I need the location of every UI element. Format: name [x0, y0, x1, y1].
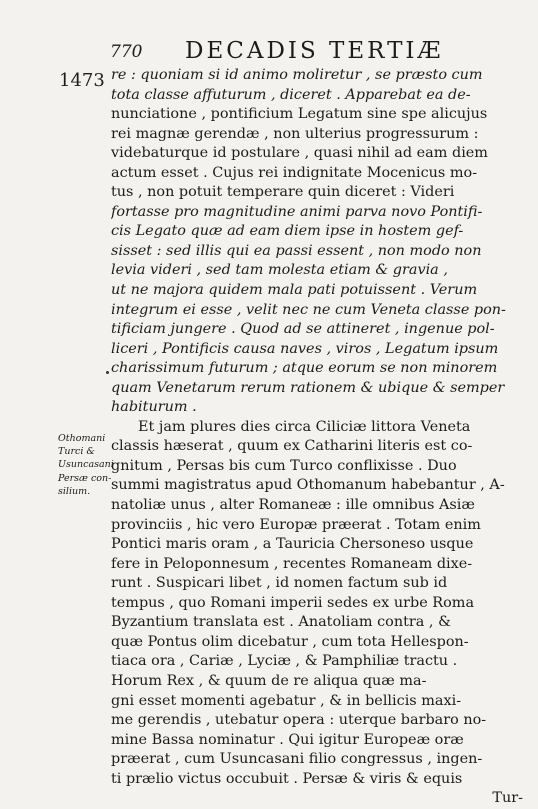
text-line: cis Legato quæ ad eam diem ipse in hostem gef-	[111, 223, 464, 240]
text-line: provinciis , hic vero Europæ præerat . Totam enim	[111, 516, 481, 533]
text-line: natoliæ unus , alter Romaneæ : ille omnibus Asiæ	[111, 497, 475, 514]
text-line: tempus , quo Romani imperii sedes ex urbe Roma	[111, 594, 475, 611]
text-line: quam Venetarum rerum rationem & ubique & semper	[111, 379, 505, 396]
text-line: tus , non potuit temperare quin diceret : Videri	[111, 184, 455, 201]
text-line: præerat , cum Usuncasani filio congressus , ingen-	[111, 751, 483, 768]
text-line: ut ne majora quidem mala pati potuissent . Verum	[111, 282, 478, 299]
text-line: quæ Pontus olim dicebatur , cum tota Hellespon-	[111, 633, 469, 650]
text-line: integrum ei esse , velit nec ne cum Veneta classe pon-	[111, 301, 506, 318]
text-line: Pontici maris oram , a Tauricia Chersoneso usque	[111, 536, 474, 553]
running-title: DECADIS TERTIÆ	[185, 38, 444, 64]
text-line: summi magistratus apud Othomanum habebantur , A-	[111, 477, 505, 494]
text-line: nunciatione , pontificium Legatum sine spe alicujus	[111, 106, 488, 123]
margin-note-line: Turci &	[58, 446, 95, 458]
text-line: liceri , Pontificis causa naves , viros , Legatum ipsum	[111, 340, 499, 357]
text-line: Et jam plures dies circa Ciliciæ littora Veneta	[138, 418, 471, 435]
page-header	[0, 38, 538, 64]
margin-note-line: Usuncasani	[58, 459, 114, 471]
text-line: rei magnæ gerendæ , non ulterius progressurum :	[111, 125, 479, 142]
text-line: habiturum .	[111, 399, 197, 416]
text-line: gni esset momenti agebatur , & in bellicis maxi-	[111, 692, 462, 709]
text-line: mine Bassa nominatur . Qui igitur Europeæ oræ	[111, 731, 464, 748]
text-line: charissimum futurum ; atque eorum se non minorem	[111, 360, 498, 377]
margin-note-line: silium.	[58, 485, 91, 497]
text-line: levia videri , sed tam molesta etiam & gravia ,	[111, 262, 448, 279]
margin-note-line: Persæ con-	[58, 472, 112, 484]
text-line: sisset : sed illis qui ea passi essent , non modo non	[111, 242, 482, 259]
margin-note	[58, 432, 114, 498]
margin-year: 1473	[59, 70, 105, 91]
text-line: tificiam jungere . Quod ad se attineret , ingenue pol-	[111, 321, 495, 338]
body-text	[111, 66, 523, 809]
text-line: tiaca ora , Cariæ , Lyciæ , & Pamphiliæ tractu .	[111, 653, 458, 670]
text-line: runt . Suspicari libet , id nomen factum sub id	[111, 575, 448, 592]
text-line: Horum Rex , & quum de re aliqua quæ ma-	[111, 672, 427, 689]
text-line: videbaturque id postulare , quasi nihil ad eam diem	[111, 145, 488, 162]
catchword: Tur-	[492, 790, 523, 807]
margin-note-line: Othomani	[58, 433, 106, 444]
text-line: tota classe affuturum , diceret . Apparebat ea de-	[111, 86, 471, 103]
text-line: gnitum , Persas bis cum Turco conflixisse . Duo	[111, 457, 457, 474]
text-line: Byzantium translata est . Anatoliam contra , &	[111, 614, 451, 631]
paragraph-mark	[106, 371, 109, 374]
text-line: fere in Peloponnesum , recentes Romaneam dixe-	[111, 555, 473, 572]
text-line: actum esset . Cujus rei indignitate Mocenicus mo-	[111, 164, 478, 181]
text-line: classis hæserat , quum ex Catharini literis est co-	[111, 438, 473, 455]
text-line: ti prælio victus occubuit . Persæ & viris & equis	[111, 770, 463, 787]
page-number: 770	[110, 42, 143, 62]
text-line: re : quoniam si id animo moliretur , se præsto cum	[111, 67, 483, 83]
text-line: fortasse pro magnitudine animi parva novo Pontifi-	[111, 203, 483, 220]
text-line: me gerendis , utebatur opera : uterque barbaro no-	[111, 712, 487, 729]
